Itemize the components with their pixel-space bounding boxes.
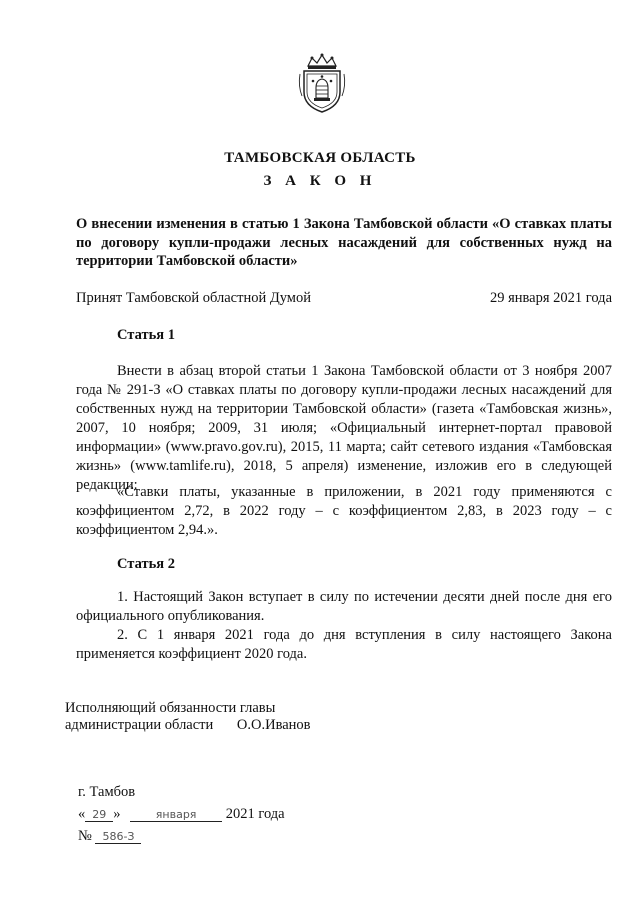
signatory-position-line-1: Исполняющий обязанности главы — [65, 700, 276, 716]
article-1-paragraph-2: «Ставки платы, указанные в приложении, в 2021 году применяются с коэффициентом 2,72, в 2022 году – с коэффициентом 2,83, в 2023 году – с коэффициентом 2,94.». — [76, 484, 612, 538]
coat-of-arms-icon — [296, 52, 348, 114]
month-field: января — [130, 809, 222, 822]
article-2-heading: Статья 2 — [117, 556, 175, 572]
document-type-heading: З А К О Н — [263, 173, 377, 189]
signatory-position-line-2: администрации области — [65, 717, 214, 733]
quote-close: » — [113, 806, 121, 822]
signing-date — [78, 806, 285, 823]
city-label: г. Тамбов — [78, 784, 136, 800]
region-heading: ТАМБОВСКАЯ ОБЛАСТЬ — [224, 150, 416, 166]
article-1-heading: Статья 1 — [117, 327, 175, 343]
number-sign: № — [78, 828, 92, 844]
law-title: О внесении изменения в статью 1 Закона Тамбовской области «О ставках платы по договору купли-продажи лесных насаждений для собственных нужд на территории Тамбовской области» — [76, 216, 612, 269]
article-1-paragraph-1: Внести в абзац второй статьи 1 Закона Тамбовской области от 3 ноября 2007 года № 291-З «О ставках платы по договору купли-продажи лесных насаждений для собственных нужд на территории Тамбовской области» (газета «Тамбовская жизнь», 2007, 10 ноября; 2009, 31 июля; «Официальный интернет-портал правовой информации» (www.pravo.gov.ru), 2015, 11 марта; сайт сетевого издания «Тамбовская жизнь» (www.tamlife.ru), 2018, 5 апреля) изменение, изложив его в следующей редакции: — [76, 363, 612, 493]
article-2-paragraph-2: 2. С 1 января 2021 года до дня вступления в силу настоящего Закона применяется коэффициент 2020 года. — [76, 627, 612, 662]
year-text: 2021 года — [225, 806, 285, 822]
day-field: 29 — [85, 809, 113, 822]
adoption-date: 29 января 2021 года — [489, 290, 612, 306]
adopted-by: Принят Тамбовской областной Думой — [76, 290, 311, 306]
law-number — [78, 828, 141, 845]
adoption-line — [76, 290, 612, 307]
signature-block — [65, 700, 311, 734]
number-field: 586-З — [95, 831, 141, 844]
quote-open: « — [78, 806, 86, 822]
article-2-paragraph-1: 1. Настоящий Закон вступает в силу по истечении десяти дней после дня его официального опубликования. — [76, 589, 612, 624]
signatory-name: О.О.Иванов — [236, 717, 311, 733]
